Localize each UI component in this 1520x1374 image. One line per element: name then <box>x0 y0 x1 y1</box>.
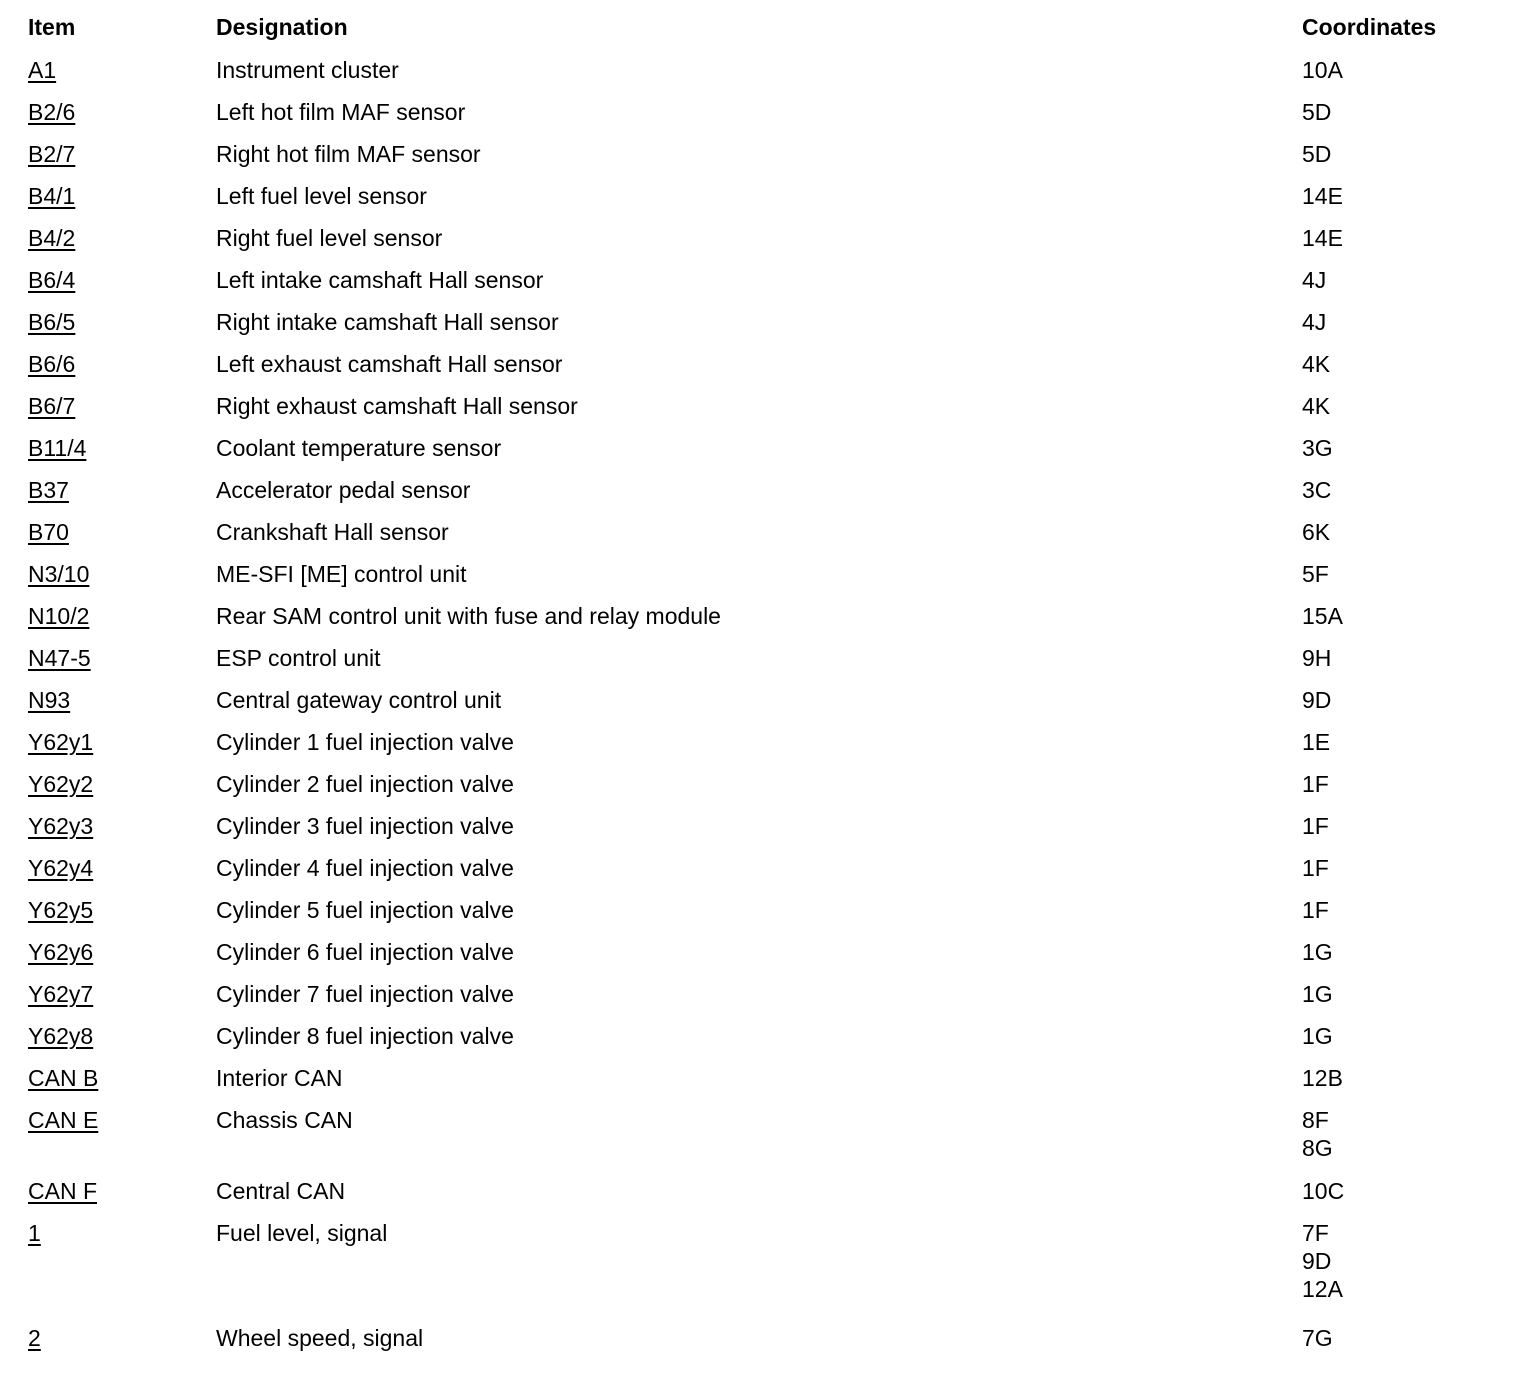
coordinates-cell <box>1302 770 1508 798</box>
coordinates-cell <box>1302 308 1508 336</box>
designation-cell: Cylinder 1 fuel injection valve <box>216 729 514 755</box>
item-link[interactable]: 1 <box>28 1220 41 1246</box>
item-cell <box>28 434 216 462</box>
table-row <box>28 979 1508 1021</box>
item-link[interactable]: Y62y6 <box>28 939 94 965</box>
table-row <box>28 643 1508 685</box>
coordinate-value: 4K <box>1302 393 1331 419</box>
header-designation: Designation <box>216 14 348 40</box>
coordinate-value: 7F <box>1302 1220 1329 1246</box>
designation-cell: ESP control unit <box>216 645 381 671</box>
designation-cell: Left fuel level sensor <box>216 183 427 209</box>
coordinate-value: 14E <box>1302 225 1343 251</box>
item-cell <box>28 1064 216 1092</box>
item-cell <box>28 812 216 840</box>
coordinate-value: 3G <box>1302 435 1333 461</box>
item-link[interactable]: Y62y7 <box>28 981 94 1007</box>
coordinate-value: 9D <box>1302 1248 1332 1274</box>
table-row <box>28 1105 1508 1176</box>
designation-cell: Left intake camshaft Hall sensor <box>216 267 544 293</box>
coordinates-cell <box>1302 728 1508 756</box>
item-link[interactable]: B11/4 <box>28 435 87 461</box>
table-row <box>28 937 1508 979</box>
coordinates-cell <box>1302 350 1508 378</box>
table-row <box>28 1063 1508 1105</box>
coordinates-cell <box>1302 602 1508 630</box>
designation-cell: Cylinder 7 fuel injection valve <box>216 981 514 1007</box>
item-link[interactable]: A1 <box>28 57 57 83</box>
table-row <box>28 265 1508 307</box>
coordinates-cell <box>1302 1177 1508 1205</box>
coordinate-value: 5D <box>1302 99 1332 125</box>
designation-cell: Cylinder 3 fuel injection valve <box>216 813 514 839</box>
designation-cell: Crankshaft Hall sensor <box>216 519 449 545</box>
item-cell <box>28 476 216 504</box>
item-cell <box>28 1324 216 1352</box>
designation-cell: Left hot film MAF sensor <box>216 99 466 125</box>
item-cell <box>28 896 216 924</box>
designation-cell: Chassis CAN <box>216 1107 353 1133</box>
table-row <box>28 853 1508 895</box>
coordinates-cell <box>1302 518 1508 546</box>
table-row <box>28 139 1508 181</box>
coordinate-value: 12A <box>1302 1276 1343 1302</box>
designation-cell: Right fuel level sensor <box>216 225 443 251</box>
item-cell <box>28 1022 216 1050</box>
item-link[interactable]: N93 <box>28 687 71 713</box>
table-row <box>28 475 1508 517</box>
item-cell <box>28 140 216 168</box>
item-link[interactable]: CAN E <box>28 1107 99 1133</box>
table-body <box>28 55 1508 1365</box>
item-link[interactable]: N47-5 <box>28 645 91 671</box>
item-link[interactable]: B37 <box>28 477 69 503</box>
item-link[interactable]: B4/1 <box>28 183 76 209</box>
coordinates-cell <box>1302 1106 1508 1162</box>
coordinate-value: 6K <box>1302 519 1331 545</box>
item-cell <box>28 1106 216 1134</box>
coordinate-value: 10A <box>1302 57 1343 83</box>
coordinate-value: 1F <box>1302 813 1329 839</box>
table-row <box>28 601 1508 643</box>
coordinates-cell <box>1302 182 1508 210</box>
coordinate-value: 9D <box>1302 687 1332 713</box>
table-row <box>28 1176 1508 1218</box>
table-row <box>28 307 1508 349</box>
designation-cell: ME-SFI [ME] control unit <box>216 561 467 587</box>
designation-cell: Interior CAN <box>216 1065 343 1091</box>
coordinates-cell <box>1302 980 1508 1008</box>
designation-cell: Right exhaust camshaft Hall sensor <box>216 393 578 419</box>
table-row <box>28 181 1508 223</box>
coordinates-cell <box>1302 854 1508 882</box>
table-row <box>28 349 1508 391</box>
designation-cell: Cylinder 8 fuel injection valve <box>216 1023 514 1049</box>
designation-cell: Right hot film MAF sensor <box>216 141 481 167</box>
table-row <box>28 433 1508 475</box>
designation-cell: Wheel speed, signal <box>216 1325 424 1351</box>
coordinate-value: 5F <box>1302 561 1329 587</box>
coordinates-cell <box>1302 812 1508 840</box>
item-cell <box>28 1219 216 1247</box>
coordinates-cell <box>1302 938 1508 966</box>
designation-cell: Cylinder 5 fuel injection valve <box>216 897 514 923</box>
item-cell <box>28 980 216 1008</box>
coordinate-value: 8F <box>1302 1107 1329 1133</box>
coordinate-value: 15A <box>1302 603 1343 629</box>
designation-cell: Cylinder 2 fuel injection valve <box>216 771 514 797</box>
item-link[interactable]: N10/2 <box>28 603 90 629</box>
table-row <box>28 223 1508 265</box>
designation-cell: Cylinder 6 fuel injection valve <box>216 939 514 965</box>
coordinate-value: 9H <box>1302 645 1332 671</box>
coordinates-cell <box>1302 392 1508 420</box>
item-cell <box>28 518 216 546</box>
item-link[interactable]: Y62y2 <box>28 771 94 797</box>
coordinate-value: 10C <box>1302 1178 1345 1204</box>
item-link[interactable]: B6/6 <box>28 351 76 377</box>
item-cell <box>28 854 216 882</box>
coordinate-value: 4J <box>1302 267 1327 293</box>
coordinate-value: 1G <box>1302 1023 1333 1049</box>
coordinate-value: 12B <box>1302 1065 1343 1091</box>
table-row <box>28 811 1508 853</box>
coordinate-value: 14E <box>1302 183 1343 209</box>
coordinate-value: 1F <box>1302 855 1329 881</box>
coordinate-value: 8G <box>1302 1135 1333 1161</box>
item-link[interactable]: Y62y5 <box>28 897 94 923</box>
coordinates-cell <box>1302 686 1508 714</box>
coordinates-cell <box>1302 140 1508 168</box>
item-link[interactable]: B6/4 <box>28 267 76 293</box>
table-row <box>28 1218 1508 1323</box>
item-cell <box>28 602 216 630</box>
table-row <box>28 1323 1508 1365</box>
legend-table <box>28 12 1508 1365</box>
item-link[interactable]: Y62y4 <box>28 855 94 881</box>
table-row <box>28 895 1508 937</box>
table-row <box>28 559 1508 601</box>
item-cell <box>28 350 216 378</box>
item-cell <box>28 1177 216 1205</box>
item-link[interactable]: Y62y3 <box>28 813 94 839</box>
coordinates-cell <box>1302 98 1508 126</box>
header-coordinates: Coordinates <box>1302 14 1437 40</box>
coordinates-cell <box>1302 476 1508 504</box>
coordinate-value: 7G <box>1302 1325 1333 1351</box>
item-link[interactable]: B2/6 <box>28 99 76 125</box>
table-row <box>28 55 1508 97</box>
item-link[interactable]: Y62y8 <box>28 1023 94 1049</box>
table-row <box>28 97 1508 139</box>
designation-cell: Accelerator pedal sensor <box>216 477 471 503</box>
coordinates-cell <box>1302 266 1508 294</box>
designation-cell: Cylinder 4 fuel injection valve <box>216 855 514 881</box>
item-link[interactable]: B6/5 <box>28 309 76 335</box>
designation-cell: Rear SAM control unit with fuse and relay module <box>216 603 721 629</box>
item-cell <box>28 266 216 294</box>
item-cell <box>28 938 216 966</box>
item-cell <box>28 182 216 210</box>
item-link[interactable]: N3/10 <box>28 561 90 587</box>
coordinates-cell <box>1302 896 1508 924</box>
item-cell <box>28 560 216 588</box>
designation-cell: Central CAN <box>216 1178 346 1204</box>
coordinate-value: 3C <box>1302 477 1332 503</box>
item-link[interactable]: CAN F <box>28 1178 97 1204</box>
item-cell <box>28 308 216 336</box>
item-cell <box>28 98 216 126</box>
coordinate-value: 4K <box>1302 351 1331 377</box>
coordinate-value: 1E <box>1302 729 1331 755</box>
item-link[interactable]: B2/7 <box>28 141 76 167</box>
header-item: Item <box>28 14 76 40</box>
item-link[interactable]: B4/2 <box>28 225 76 251</box>
coordinates-cell <box>1302 434 1508 462</box>
coordinates-cell <box>1302 1064 1508 1092</box>
item-link[interactable]: B70 <box>28 519 69 545</box>
coordinates-cell <box>1302 644 1508 672</box>
item-link[interactable]: 2 <box>28 1325 41 1351</box>
designation-cell: Right intake camshaft Hall sensor <box>216 309 559 335</box>
table-row <box>28 517 1508 559</box>
coordinates-cell <box>1302 560 1508 588</box>
item-link[interactable]: B6/7 <box>28 393 76 419</box>
item-cell <box>28 770 216 798</box>
designation-cell: Left exhaust camshaft Hall sensor <box>216 351 563 377</box>
table-row <box>28 1021 1508 1063</box>
table-row <box>28 727 1508 769</box>
coordinates-cell <box>1302 56 1508 84</box>
designation-cell: Instrument cluster <box>216 57 399 83</box>
item-cell <box>28 224 216 252</box>
coordinates-cell <box>1302 1324 1508 1352</box>
coordinate-value: 5D <box>1302 141 1332 167</box>
coordinates-cell <box>1302 1219 1508 1303</box>
coordinates-cell <box>1302 224 1508 252</box>
item-cell <box>28 728 216 756</box>
item-cell <box>28 56 216 84</box>
coordinate-value: 1G <box>1302 939 1333 965</box>
item-link[interactable]: CAN B <box>28 1065 99 1091</box>
table-row <box>28 769 1508 811</box>
item-cell <box>28 644 216 672</box>
coordinates-cell <box>1302 1022 1508 1050</box>
coordinate-value: 1G <box>1302 981 1333 1007</box>
designation-cell: Central gateway control unit <box>216 687 502 713</box>
table-row <box>28 391 1508 433</box>
designation-cell: Coolant temperature sensor <box>216 435 502 461</box>
item-link[interactable]: Y62y1 <box>28 729 94 755</box>
designation-cell: Fuel level, signal <box>216 1220 388 1246</box>
coordinate-value: 4J <box>1302 309 1327 335</box>
item-cell <box>28 686 216 714</box>
coordinate-value: 1F <box>1302 897 1329 923</box>
table-row <box>28 685 1508 727</box>
item-cell <box>28 392 216 420</box>
header-row <box>28 12 1508 55</box>
coordinate-value: 1F <box>1302 771 1329 797</box>
